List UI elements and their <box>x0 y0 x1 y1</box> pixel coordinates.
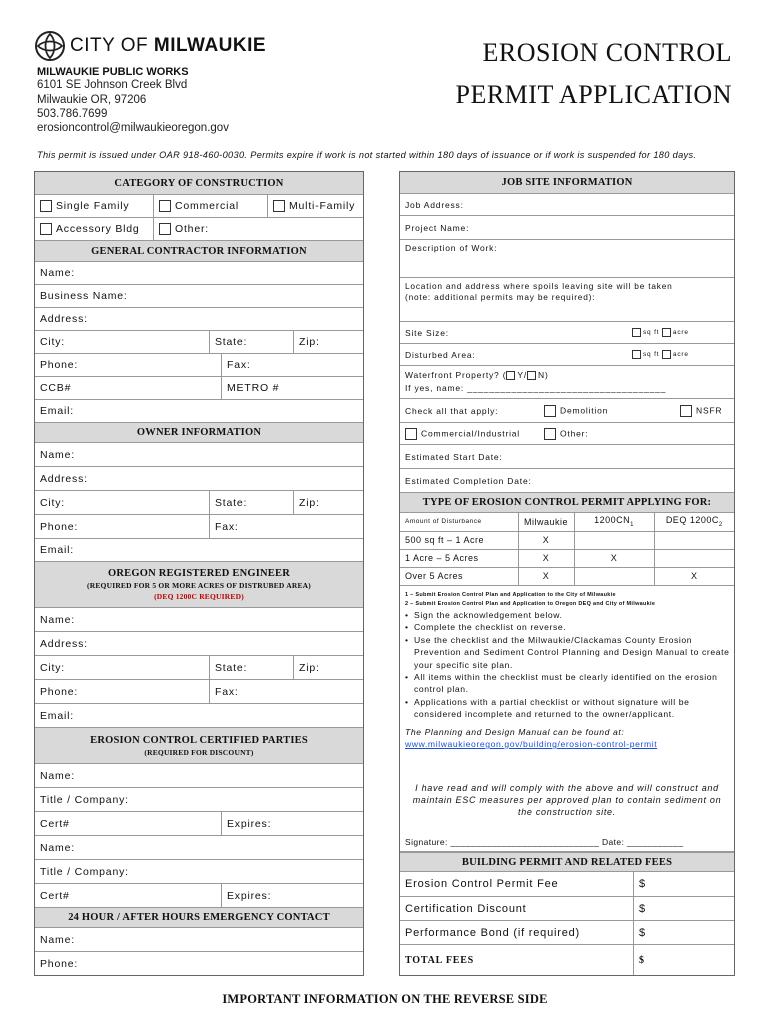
owner-address-field[interactable]: Address: <box>35 467 363 491</box>
site-size-acre-checkbox[interactable] <box>662 328 671 337</box>
contractor-state-field[interactable]: State: <box>209 331 293 353</box>
certified-name-1-field[interactable]: Name: <box>35 764 363 788</box>
engineer-name-field[interactable]: Name: <box>35 608 363 632</box>
address-line-2: Milwaukie OR, 97206 <box>37 94 147 106</box>
fee-label: Erosion Control Permit Fee <box>405 878 559 890</box>
footnote-2: 2 – Submit Erosion Control Plan and Application to Oregon DEQ and City of Milwaukie <box>405 601 656 607</box>
disturbed-area-label: Disturbed Area: <box>405 349 476 360</box>
job-address-field[interactable]: Job Address: <box>400 194 734 216</box>
engineer-address-field[interactable]: Address: <box>35 632 363 656</box>
multi-family-checkbox[interactable] <box>273 200 285 212</box>
permit-type-table <box>400 513 734 586</box>
accessory-bldg-checkbox[interactable] <box>40 223 52 235</box>
right-column <box>399 171 735 976</box>
form-title-line-1: EROSION CONTROL <box>482 38 732 67</box>
contractor-city-row <box>35 331 363 354</box>
reverse-side-notice: IMPORTANT INFORMATION ON THE REVERSE SIDE <box>222 992 548 1006</box>
permit-col-deq: DEQ $1200C_2$ <box>654 513 734 531</box>
engineer-heading: OREGON REGISTERED ENGINEER (REQUIRED FOR 5 OR MORE ACRES OF DISTRUBED AREA) (DEQ 1200C REQUIRED) <box>35 562 363 608</box>
waterfront-name-field[interactable]: If yes, name: ____________________________________ <box>405 383 667 393</box>
logo-city-text: CITY OF <box>70 35 149 56</box>
contractor-city-field[interactable]: City: <box>40 336 65 348</box>
waterfront-no-checkbox[interactable] <box>527 371 536 380</box>
engineer-city-field[interactable]: City: <box>40 661 65 674</box>
disturbed-sqft-checkbox[interactable] <box>632 350 641 359</box>
footnote-1: 1 – Submit Erosion Control Plan and Application to the City of Milwaukie <box>405 592 616 598</box>
fee-label: Performance Bond (if required) <box>405 926 581 939</box>
contractor-phone-row <box>35 354 363 377</box>
check-all-row: Check all that apply: Demolition NSFR <box>400 399 734 423</box>
fee-label: Certification Discount <box>405 902 527 915</box>
engineer-requirement-note: (REQUIRED FOR 5 OR MORE ACRES OF DISTRUBED AREA) <box>87 581 311 590</box>
permit-row: Over 5 Acres X X <box>400 567 734 585</box>
owner-state-field[interactable]: State: <box>209 491 293 514</box>
owner-heading: OWNER INFORMATION <box>35 423 363 443</box>
signature-field[interactable]: Signature: _____________________________ Date: ___________ <box>400 832 734 852</box>
commercial-industrial-checkbox[interactable] <box>405 428 417 440</box>
engineer-state-field[interactable]: State: <box>209 656 293 679</box>
certified-cert-1-field[interactable]: Cert# <box>40 817 70 830</box>
commercial-checkbox[interactable] <box>159 200 171 212</box>
engineer-deq-note: (DEQ 1200C REQUIRED) <box>154 592 244 601</box>
phone-number: 503.786.7699 <box>37 108 108 120</box>
certified-name-2-field[interactable]: Name: <box>35 836 363 860</box>
permit-table-header <box>400 513 734 531</box>
fee-bond-input[interactable]: $ <box>633 921 734 944</box>
owner-name-field[interactable]: Name: <box>35 443 363 467</box>
fee-row-bond <box>400 921 734 945</box>
owner-phone-row <box>35 515 363 539</box>
certified-title-2-field[interactable]: Title / Company: <box>35 860 363 884</box>
fee-discount-input[interactable]: $ <box>633 897 734 920</box>
description-field[interactable]: Description of Work: <box>400 240 734 278</box>
fee-total-input[interactable]: $ <box>633 945 734 975</box>
contractor-business-field[interactable]: Business Name: <box>35 285 363 308</box>
form-title-line-2: PERMIT APPLICATION <box>455 80 732 109</box>
site-size-row: Site Size: sq ft acre <box>400 322 734 344</box>
engineer-phone-row <box>35 680 363 704</box>
instruction-item: • Sign the acknowledgement below. <box>405 609 730 621</box>
waterfront-row: Waterfront Property? ( Y/ N) If yes, name: ____________________________________ <box>400 366 734 399</box>
instruction-item: • Applications with a partial checklist or without signature will be considered incomplete and returned to the owner/applicant. <box>405 696 730 721</box>
contractor-zip-field[interactable]: Zip: <box>293 331 363 353</box>
contractor-phone-field[interactable]: Phone: <box>40 359 79 371</box>
logo-name-text: MILWAUKIE <box>153 35 267 56</box>
engineer-email-field[interactable]: Email: <box>35 704 363 728</box>
owner-city-row <box>35 491 363 515</box>
start-date-field[interactable]: Estimated Start Date: <box>400 445 734 469</box>
certified-title-1-field[interactable]: Title / Company: <box>35 788 363 812</box>
fee-permit-input[interactable]: $ <box>633 872 734 896</box>
engineer-city-row <box>35 656 363 680</box>
certified-cert-2-row <box>35 884 363 908</box>
permit-col-amount: Amount of Disturbance <box>400 513 518 531</box>
contractor-email-field[interactable]: Email: <box>35 400 363 423</box>
contractor-metro-field[interactable]: METRO # <box>221 377 363 399</box>
engineer-phone-field[interactable]: Phone: <box>40 685 79 698</box>
category-row-2: Accessory Bldg Other: <box>35 218 363 241</box>
fee-row-total <box>400 945 734 975</box>
disturbed-area-row: Disturbed Area: sq ft acre <box>400 344 734 366</box>
other-work-checkbox[interactable] <box>544 428 556 440</box>
certified-cert-1-row <box>35 812 363 836</box>
site-size-sqft-checkbox[interactable] <box>632 328 641 337</box>
permit-type-heading: TYPE OF EROSION CONTROL PERMIT APPLYING FOR: <box>400 493 734 513</box>
instruction-list <box>405 609 730 721</box>
manual-text: The Planning and Design Manual can be found at: <box>405 726 625 737</box>
contractor-ccb-row <box>35 377 363 400</box>
address-line-1: 6101 SE Johnson Creek Blvd <box>37 79 188 91</box>
fees-heading: BUILDING PERMIT AND RELATED FEES <box>400 852 734 872</box>
owner-email-field[interactable]: Email: <box>35 539 363 562</box>
owner-zip-field[interactable]: Zip: <box>293 491 363 514</box>
permit-row: 1 Acre – 5 Acres X X <box>400 549 734 567</box>
engineer-fax-field[interactable]: Fax: <box>209 680 363 703</box>
fee-row-discount <box>400 897 734 921</box>
contractor-name-field[interactable]: Name: <box>35 262 363 285</box>
contractor-heading: GENERAL CONTRACTOR INFORMATION <box>35 241 363 262</box>
waterfront-yes-checkbox[interactable] <box>506 371 515 380</box>
instruction-item: • Complete the checklist on reverse. <box>405 621 730 633</box>
instruction-item: • Use the checklist and the Milwaukie/Clackamas County Erosion Prevention and Sediment Control Planning and Design Manual to create your specific site plan. <box>405 634 730 671</box>
certified-requirement-note: (REQUIRED FOR DISCOUNT) <box>144 747 254 757</box>
completion-date-field[interactable]: Estimated Completion Date: <box>400 469 734 493</box>
disturbed-acre-checkbox[interactable] <box>662 350 671 359</box>
emergency-name-field[interactable]: Name: <box>35 928 363 952</box>
instructions-block <box>400 588 734 750</box>
category-row-1: Single Family Commercial Multi-Family <box>35 195 363 218</box>
contractor-fax-field[interactable]: Fax: <box>221 354 363 376</box>
category-heading: CATEGORY OF CONSTRUCTION <box>35 172 363 195</box>
engineer-zip-field[interactable]: Zip: <box>293 656 363 679</box>
city-logo <box>34 30 266 62</box>
permit-notice: This permit is issued under OAR 918-460-0030. Permits expire if work is not started within 180 days of issuance or if work is suspended for 180 days. <box>37 150 697 160</box>
demolition-checkbox[interactable] <box>544 405 556 417</box>
check-all-row-2: Commercial/Industrial Other: <box>400 423 734 445</box>
project-name-field[interactable]: Project Name: <box>400 216 734 240</box>
contact-email[interactable]: erosioncontrol@milwaukieoregon.gov <box>37 122 229 134</box>
permit-col-1200cn: $1200CN_1$ <box>574 513 654 531</box>
manual-link[interactable]: www.milwaukieoregon.gov/building/erosion-control-permit <box>405 739 658 750</box>
single-family-checkbox[interactable] <box>40 200 52 212</box>
owner-phone-field[interactable]: Phone: <box>40 520 79 533</box>
department-name: MILWAUKIE PUBLIC WORKS <box>37 66 189 78</box>
certified-heading: EROSION CONTROL CERTIFIED PARTIES (REQUIRED FOR DISCOUNT) <box>35 728 363 764</box>
spoils-location-field[interactable]: Location and address where spoils leaving site will be taken (note: additional permits may be required): <box>400 278 734 322</box>
instruction-item: • All items within the checklist must be clearly identified on the erosion control plan. <box>405 671 730 696</box>
certified-expires-1-field[interactable]: Expires: <box>221 812 363 835</box>
fee-row-permit <box>400 872 734 897</box>
certified-expires-2-field[interactable]: Expires: <box>221 884 363 907</box>
acknowledgement-text: I have read and will comply with the above and will construct and maintain ESC measures per approved plan to contain sediment on the construction site. <box>412 783 722 817</box>
contractor-ccb-field[interactable]: CCB# <box>40 382 72 394</box>
fee-total-label: TOTAL FEES <box>405 954 475 966</box>
nsfr-checkbox[interactable] <box>680 405 692 417</box>
permit-col-milwaukie: Milwaukie <box>518 513 574 531</box>
other-category-checkbox[interactable] <box>159 223 171 235</box>
permit-row: 500 sq ft – 1 Acre X <box>400 531 734 549</box>
owner-city-field[interactable]: City: <box>40 496 65 509</box>
site-size-label: Site Size: <box>405 327 449 338</box>
left-column <box>34 171 364 976</box>
jobsite-heading: JOB SITE INFORMATION <box>400 172 734 194</box>
emergency-phone-field[interactable]: Phone: <box>40 957 79 970</box>
owner-fax-field[interactable]: Fax: <box>209 515 363 538</box>
contractor-address-field[interactable]: Address: <box>35 308 363 331</box>
emergency-heading: 24 HOUR / AFTER HOURS EMERGENCY CONTACT <box>35 908 363 928</box>
city-seal-icon <box>34 30 66 62</box>
certified-cert-2-field[interactable]: Cert# <box>40 889 70 902</box>
